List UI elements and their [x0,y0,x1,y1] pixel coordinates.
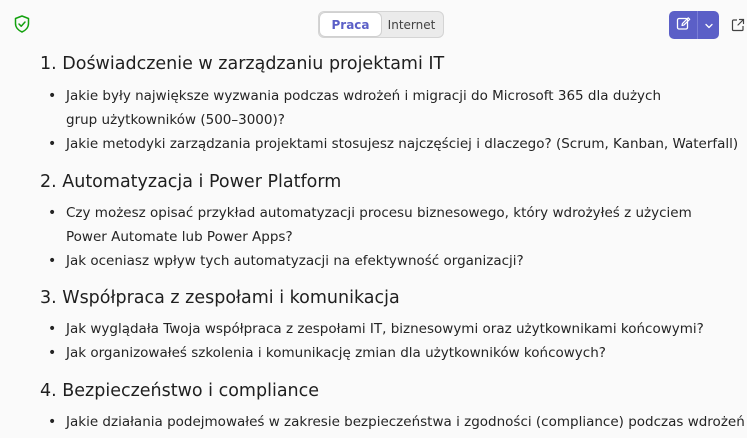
new-chat-button[interactable] [669,11,698,39]
new-chat-dropdown[interactable] [698,11,719,39]
list-item: • Jakie działania podejmowałeś w zakresie bezpieczeństwa i zgodności (compliance) podczas wdrożeń [40,410,740,434]
chevron-down-icon [704,16,714,35]
tab-web[interactable]: Internet [387,17,436,32]
tab-work[interactable]: Praca [320,13,381,36]
question-list [40,317,740,365]
question-list [40,201,740,273]
section-automation-power-platform [40,170,740,273]
question-list [40,84,740,156]
section-team-collaboration [40,286,740,365]
section-heading: 2. Automatyzacja i Power Platform [40,172,342,192]
list-item: • Jakie metodyki zarządzania projektami stosujesz najczęściej i dlaczego? (Scrum, Kanban, Waterfall) [40,132,740,156]
shield-check-icon[interactable] [14,15,30,33]
new-chat-button-group [669,11,719,39]
list-item: • Jak oceniasz wpływ tych automatyzacji na efektywność organizacji? [40,249,740,273]
work-web-toggle [318,11,444,38]
top-bar [0,0,747,50]
compose-icon [676,16,691,35]
response-content [40,52,745,434]
section-it-project-management [40,52,740,156]
section-security-compliance [40,379,745,434]
section-heading: 4. Bezpieczeństwo i compliance [40,381,320,401]
question-list [40,410,745,434]
pop-out-icon[interactable] [731,17,745,31]
list-item: • Jakie były największe wyzwania podczas wdrożeń i migracji do Microsoft 365 dla dużych grup użytkowników (500–3000)? [40,84,686,132]
list-item: • Czy możesz opisać przykład automatyzacji procesu biznesowego, który wdrożyłeś z użyciem Power Automate lub Power Apps? [40,201,706,249]
list-item: • Jak organizowałeś szkolenia i komunikację zmian dla użytkowników końcowych? [40,341,740,365]
section-heading: 3. Współpraca z zespołami i komunikacja [40,288,400,308]
section-heading: 1. Doświadczenie w zarządzaniu projektami IT [40,54,445,74]
list-item: • Jak wyglądała Twoja współpraca z zespołami IT, biznesowymi oraz użytkownikami końcowymi? [40,317,740,341]
